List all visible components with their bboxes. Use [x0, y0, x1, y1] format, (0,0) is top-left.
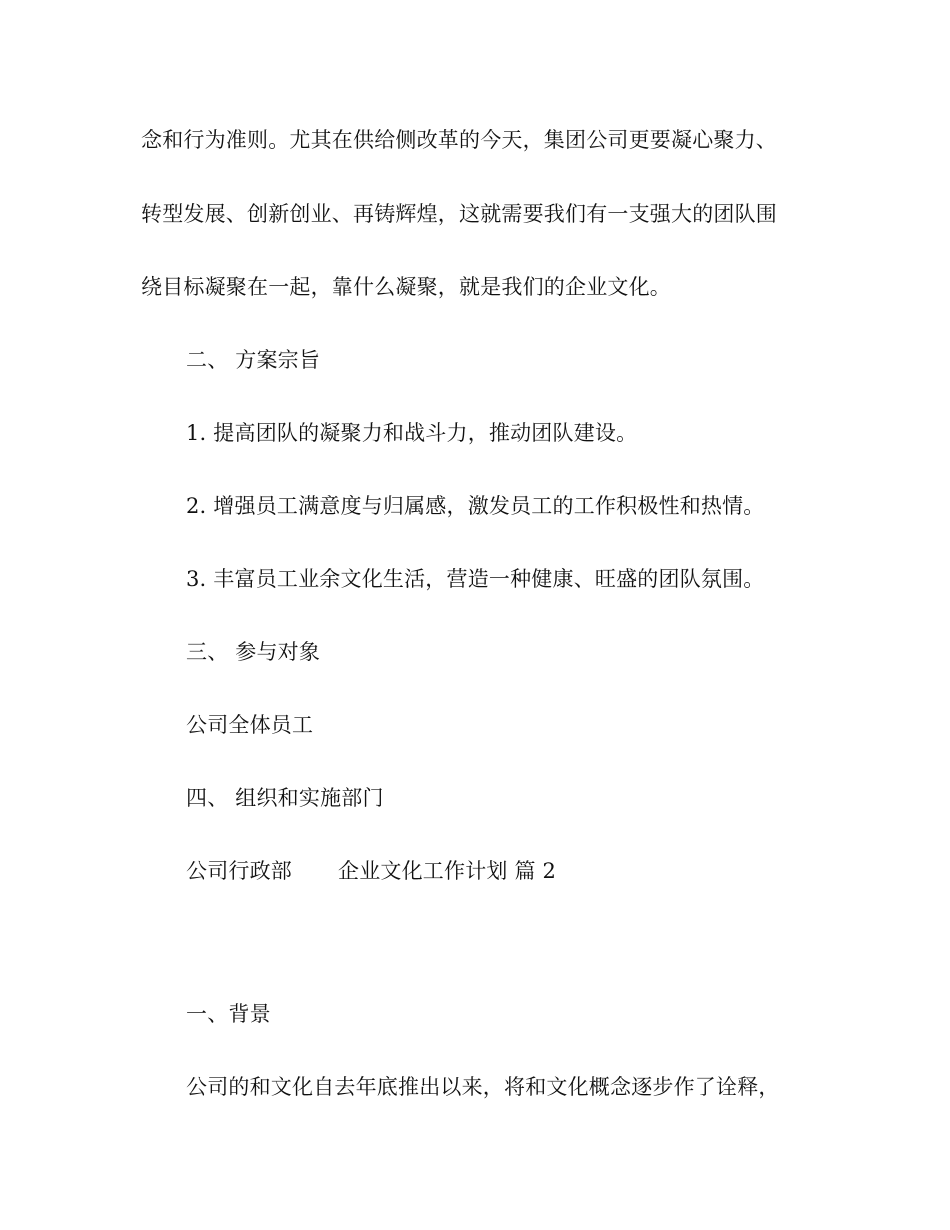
document-subtitle: 企业文化工作计划 篇 2	[338, 859, 557, 883]
section-heading: 三、 参与对象	[186, 640, 321, 664]
list-item: 1. 提高团队的凝聚力和战斗力，推动团队建设。	[186, 421, 638, 445]
section-heading: 二、 方案宗旨	[186, 348, 321, 372]
section-heading: 四、 组织和实施部门	[186, 786, 384, 810]
paragraph-line: 公司行政部	[186, 859, 292, 883]
paragraph-line: 公司全体员工	[186, 713, 314, 737]
paragraph-line: 念和行为准则。尤其在供给侧改革的今天，集团公司更要凝心聚力、	[141, 128, 777, 152]
list-item: 2. 增强员工满意度与归属感，激发员工的工作积极性和热情。	[186, 494, 765, 518]
paragraph-line: 绕目标凝聚在一起，靠什么凝聚，就是我们的企业文化。	[141, 275, 671, 299]
paragraph-line: 转型发展、创新创业、再铸辉煌，这就需要我们有一支强大的团队围	[141, 202, 777, 226]
section-heading: 一、背景	[186, 1002, 271, 1026]
paragraph-line: 公司的和文化自去年底推出以来，将和文化概念逐步作了诠释，	[186, 1075, 780, 1099]
list-item: 3. 丰富员工业余文化生活，营造一种健康、旺盛的团队氛围。	[186, 567, 765, 591]
